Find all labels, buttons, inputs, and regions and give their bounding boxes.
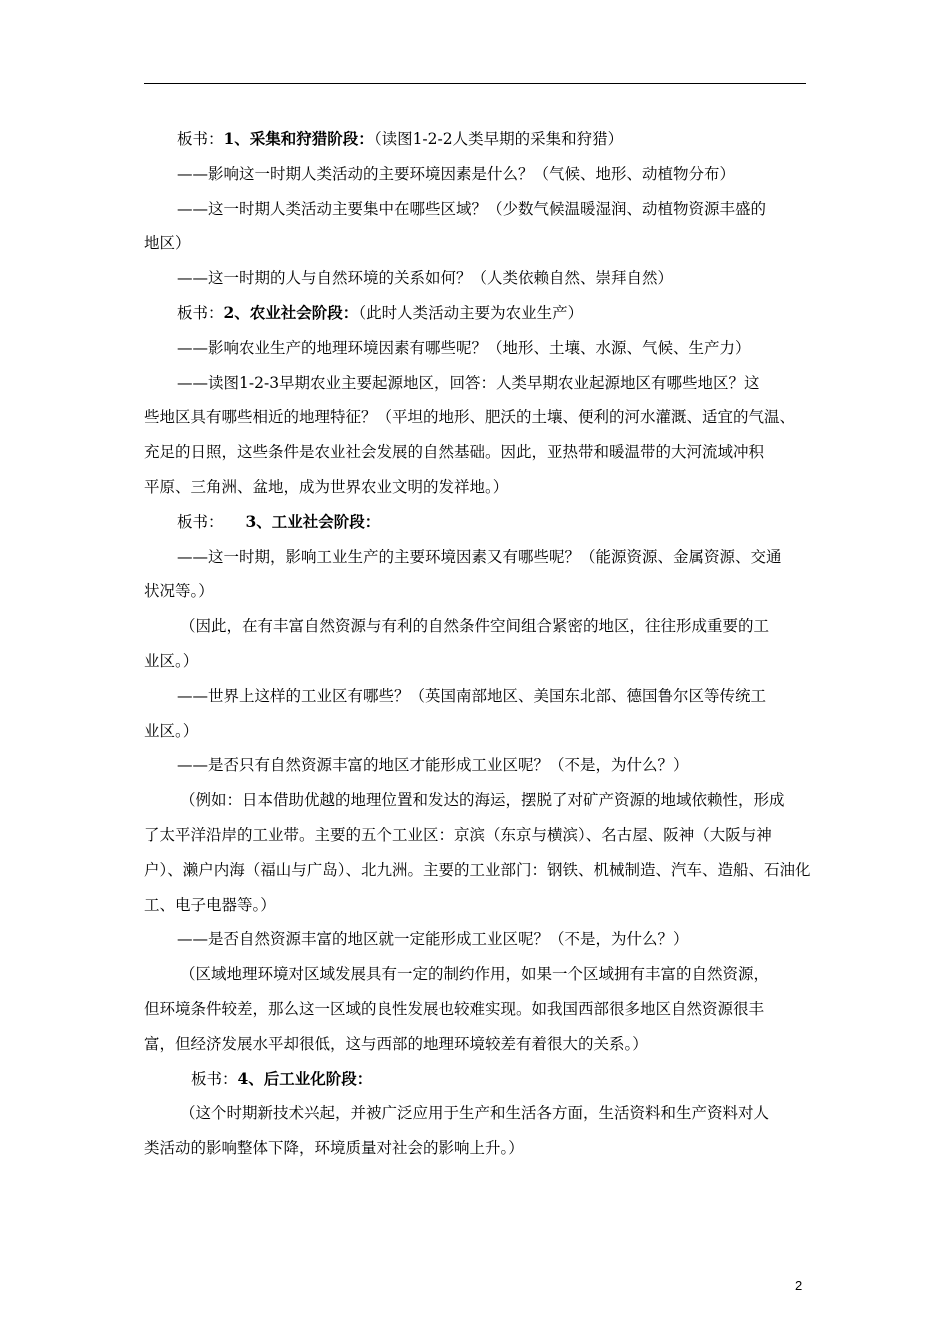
paragraph-line: 了太平洋沿岸的工业带。主要的五个工业区：京滨（东京与横滨）、名古屋、阪神（大阪与神	[144, 825, 772, 844]
board-heading-3: 板书： 3、工业社会阶段：	[177, 511, 381, 531]
paragraph-line: （区域地理环境对区域发展具有一定的制约作用，如果一个区域拥有丰富的自然资源，	[180, 965, 770, 984]
paragraph-line: 平原、三角洲、盆地，成为世界农业文明的发祥地。）	[144, 477, 509, 496]
paragraph-line: 充足的日照，这些条件是农业社会发展的自然基础。因此，亚热带和暖温带的大河流域冲积	[144, 443, 765, 462]
paragraph-line: 业区。）	[144, 651, 199, 670]
paragraph-line: 类活动的影响整体下降，环境质量对社会的影响上升。）	[144, 1139, 524, 1158]
paragraph-line: ——是否自然资源丰富的地区就一定能形成工业区呢？（不是，为什么？）	[177, 930, 689, 949]
page-number: 2	[795, 1278, 803, 1293]
paragraph-line: ——读图1-2-3早期农业主要起源地区，回答：人类早期农业起源地区有哪些地区？这	[177, 373, 760, 392]
board-heading-4: 板书：4、后工业化阶段：	[191, 1068, 373, 1088]
paragraph-line: 地区）	[144, 234, 191, 253]
paragraph-line: （例如：日本借助优越的地理位置和发达的海运，摆脱了对矿产资源的地域依赖性，形成	[180, 791, 785, 810]
board-heading-2: 板书：2、农业社会阶段：（此时人类活动主要为农业生产）	[177, 302, 584, 322]
paragraph-line: ——这一时期人类活动主要集中在哪些区域？（少数气候温暖湿润、动植物资源丰盛的	[177, 199, 767, 218]
stage-title-3: 3、工业社会阶段：	[245, 511, 381, 531]
header-rule	[144, 83, 806, 84]
paragraph-line: ——是否只有自然资源丰富的地区才能形成工业区呢？（不是，为什么？）	[177, 756, 689, 775]
stage-title-1: 1、采集和狩猎阶段：	[223, 129, 374, 148]
paragraph-line: 富，但经济发展水平却很低，这与西部的地理环境较差有着很大的关系。）	[144, 1034, 648, 1053]
paragraph-line: ——影响这一时期人类活动的主要环境因素是什么？（气候、地形、动植物分布）	[177, 164, 736, 183]
paragraph-line: 工、电子电器等。）	[144, 895, 276, 914]
paragraph-line: 状况等。）	[144, 582, 214, 601]
paragraph-line: ——这一时期的人与自然环境的关系如何？（人类依赖自然、崇拜自然）	[177, 269, 674, 288]
document-body	[144, 122, 811, 1166]
paragraph-line: ——世界上这样的工业区有哪些？（英国南部地区、美国东北部、德国鲁尔区等传统工	[177, 686, 767, 705]
paragraph-line: （这个时期新技术兴起，并被广泛应用于生产和生活各方面，生活资料和生产资料对人	[180, 1104, 770, 1123]
stage-title-4: 4、后工业化阶段：	[237, 1068, 373, 1088]
paragraph-line: 业区。）	[144, 721, 199, 740]
board-heading-1: 板书：1、采集和狩猎阶段：（读图1-2-2人类早期的采集和狩猎）	[177, 129, 624, 148]
paragraph-line: 户）、濑户内海（福山与广岛）、北九洲。主要的工业部门：钢铁、机械制造、汽车、造船、石油化	[144, 860, 811, 879]
paragraph-line: ——这一时期，影响工业生产的主要环境因素又有哪些呢？（能源资源、金属资源、交通	[177, 547, 782, 566]
stage-title-2: 2、农业社会阶段：	[223, 302, 359, 322]
paragraph-line: ——影响农业生产的地理环境因素有哪些呢？（地形、土壤、水源、气候、生产力）	[177, 338, 751, 357]
paragraph-line: 但环境条件较差，那么这一区域的良性发展也较难实现。如我国西部很多地区自然资源很丰	[144, 999, 765, 1018]
paragraph-line: 些地区具有哪些相近的地理特征？（平坦的地形、肥沃的土壤、便利的河水灌溉、适宜的气温、	[144, 408, 796, 427]
paragraph-line: （因此，在有丰富自然资源与有利的自然条件空间组合紧密的地区，往往形成重要的工	[180, 617, 770, 636]
